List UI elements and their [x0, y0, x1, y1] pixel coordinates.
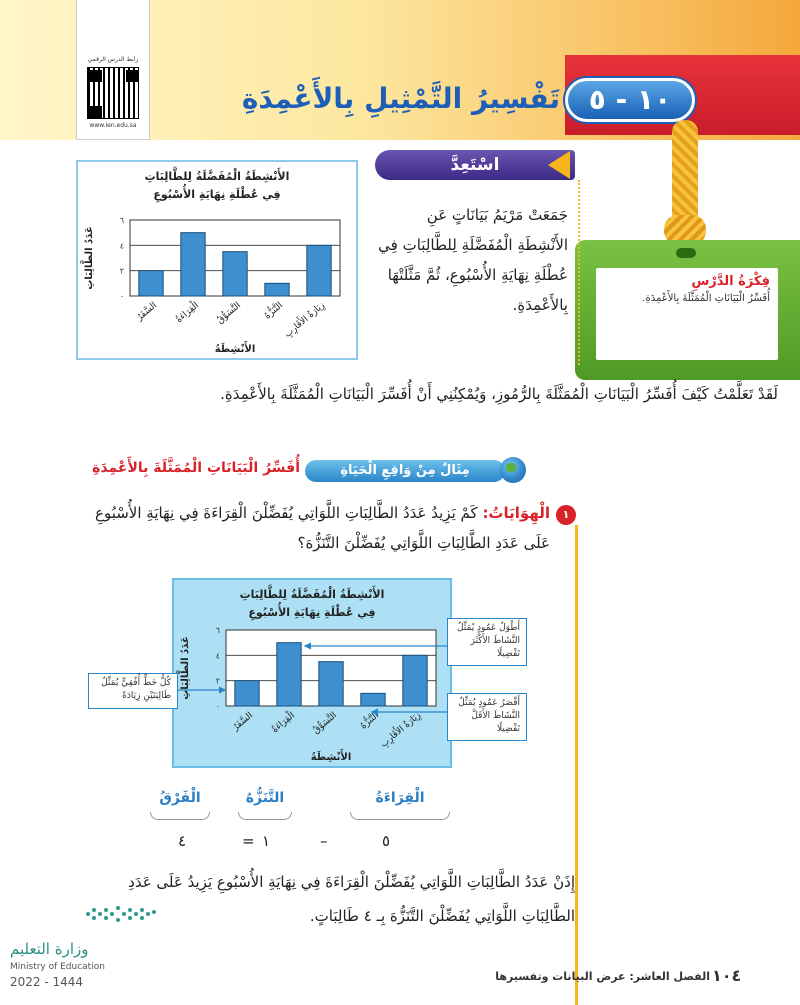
- x-axis-label: الأَنْشِطَةُ: [214, 344, 256, 355]
- y-axis-label: عَدَدُ الطَّالِبَاتِ: [180, 636, 191, 700]
- ministry-year: 2022 - 1444: [10, 975, 84, 989]
- chart-title: الأَنْشِطَةُ الْمُفَضَّلَةُ لِلطَّالِبَاتِ: [239, 588, 385, 601]
- example-badge: مِثَالٌ مِنْ وَاقِعِ الْحَيَاةِ: [305, 460, 505, 482]
- callout-tallest: أَطْوَلُ عَمُودٍ يُمَثِّلُ النَّشَاطَ الأَكْثَرَ تَفْضِيلًا: [447, 618, 527, 666]
- y-axis-label: عَدَدُ الطَّالِبَاتِ: [84, 226, 95, 290]
- eq-result: ٤: [178, 832, 187, 850]
- x-tick-label: التَّنَزُّهُ: [262, 300, 285, 322]
- brace-walk: [238, 812, 292, 820]
- example-title: أُفَسِّرُ الْبَيَانَاتِ الْمُمَثَّلَةَ بِالأَعْمِدَةِ: [92, 460, 300, 476]
- y-tick-label: ٤: [215, 651, 220, 661]
- x-tick-label: التَّسَوُّقُ: [311, 710, 339, 737]
- x-tick-label: زِيَارَةُ الأَقَارِبِ: [378, 710, 423, 750]
- y-tick-label: ٢: [215, 676, 220, 686]
- y-tick-label: ٦: [119, 216, 124, 225]
- chapter-label: الفصل العاشر: عرض البيانات وتفسيرها: [495, 970, 710, 983]
- lesson-number-badge: ١٠ - ٥: [565, 78, 695, 122]
- brace-diff: [150, 812, 210, 820]
- ministry-logo-icon: [82, 902, 162, 926]
- eq-equals: =: [242, 832, 255, 850]
- x-tick-label: السَّفَرُ: [135, 300, 159, 323]
- question-text: كَمْ يَزِيدُ عَدَدُ الطَّالِبَاتِ اللَّوَاتِي يُفَضِّلْنَ الْقِرَاءَةَ فِي نِهَايَةِ الأُسْبُوعِ عَلَى عَدَدِ الطَّالِبَاتِ اللَّوَاتِي يُفَضِّلْنَ التَّنَزُّهَ؟: [95, 504, 550, 552]
- ministry-name-ar: وزارة التعليم: [10, 940, 89, 958]
- y-tick-label: ٢: [119, 266, 124, 276]
- prepare-text: جَمَعَتْ مَرْيَمُ بَيَانَاتٍ عَنِ الأَنْشِطَةِ الْمُفَضَّلَةِ لِلطَّالِبَاتِ فِي عُطْلَةِ نِهَايَةِ الأُسْبُوعِ، ثُمَّ مَثَّلَتْهَا بِالأَعْمِدَةِ.: [378, 206, 568, 314]
- y-tick-label: ٠: [119, 292, 124, 301]
- lesson-idea-heading: فِكْرَةُ الدَّرْسِ: [691, 274, 770, 289]
- y-tick-label: ٦: [215, 626, 220, 635]
- x-tick-label: الْقِرَاءَةُ: [174, 300, 201, 326]
- question-label: الْهِوَايَاتُ:: [482, 504, 550, 522]
- learned-text: لَقَدْ تَعَلَّمْتُ كَيْفَ أُفَسِّرُ الْبَيَانَاتِ الْمُمَثَّلَةَ بِالرُّمُوزِ، وَيُمْكِنُنِي أَنْ أُفَسِّرَ الْبَيَانَاتِ الْمُمَثَّلَةَ بِالأَعْمِدَةِ.: [220, 385, 778, 403]
- chart-subtitle: فِي عُطْلَةِ نِهَايَةِ الأُسْبُوعِ: [153, 188, 281, 201]
- y-tick-label: ٤: [119, 241, 124, 251]
- x-tick-label: السَّفَرُ: [231, 710, 255, 733]
- eq-label-reading: الْقِرَاءَةُ: [375, 790, 425, 806]
- page-number: ١٠٤: [712, 966, 742, 985]
- x-tick-label: التَّنَزُّهُ: [358, 710, 381, 732]
- callout-shortest: أَقْصَرُ عَمُودٍ يُمَثِّلُ النَّشَاطَ الأَقَلَّ تَفْضِيلًا: [447, 693, 527, 741]
- qr-caption: رابط الدرس الرقمي: [87, 56, 139, 63]
- chart-subtitle: فِي عُطْلَةِ نِهَايَةِ الأُسْبُوعِ: [248, 606, 376, 619]
- lesson-title: تَفْسِيرُ التَّمْثِيلِ بِالأَعْمِدَةِ: [241, 82, 560, 115]
- eq-value-a: ٥: [382, 832, 391, 850]
- example-number: ١: [556, 505, 576, 525]
- x-tick-label: التَّسَوُّقُ: [215, 300, 243, 327]
- callout-grid: كُلُّ خَطٍّ أُفُقِيٍّ يُمَثِّلُ طَالِبَتَيْنِ زِيَادَةً: [88, 673, 178, 709]
- prepare-badge: اسْتَعِدَّ: [375, 150, 575, 180]
- ministry-name-en: Ministry of Education: [10, 962, 105, 972]
- lesson-idea-text: أُفَسِّرُ الْبَيَانَاتِ الْمُمَثَّلَةَ بِالأَعْمِدَةِ.: [642, 293, 770, 304]
- x-tick-label: زِيَارَةُ الأَقَارِبِ: [282, 300, 327, 340]
- eq-value-b: ١: [262, 832, 271, 850]
- y-tick-label: ٠: [215, 702, 220, 711]
- x-axis-label: الأَنْشِطَةُ: [310, 752, 352, 763]
- eq-label-diff: الْفَرْقُ: [159, 790, 201, 806]
- x-tick-label: الْقِرَاءَةُ: [270, 710, 297, 736]
- eq-label-walk: التَّنَزُّهُ: [245, 790, 285, 806]
- brace-reading: [350, 812, 450, 820]
- qr-url[interactable]: www.ien.edu.sa: [89, 122, 137, 129]
- eq-minus: –: [320, 832, 328, 850]
- chart-title: الأَنْشِطَةُ الْمُفَضَّلَةُ لِلطَّالِبَاتِ: [144, 170, 290, 183]
- answer-text: إِذَنْ عَدَدُ الطَّالِبَاتِ اللَّوَاتِي يُفَضِّلْنَ الْقِرَاءَةَ فِي نِهَايَةِ الأُسْبُوعِ يَزِيدُ عَلَى عَدَدِ الطَّالِبَاتِ اللَّوَاتِي يُفَضِّلْنَ التَّنَزُّهَ بِـ ٤ طَالِبَاتٍ.: [128, 873, 575, 925]
